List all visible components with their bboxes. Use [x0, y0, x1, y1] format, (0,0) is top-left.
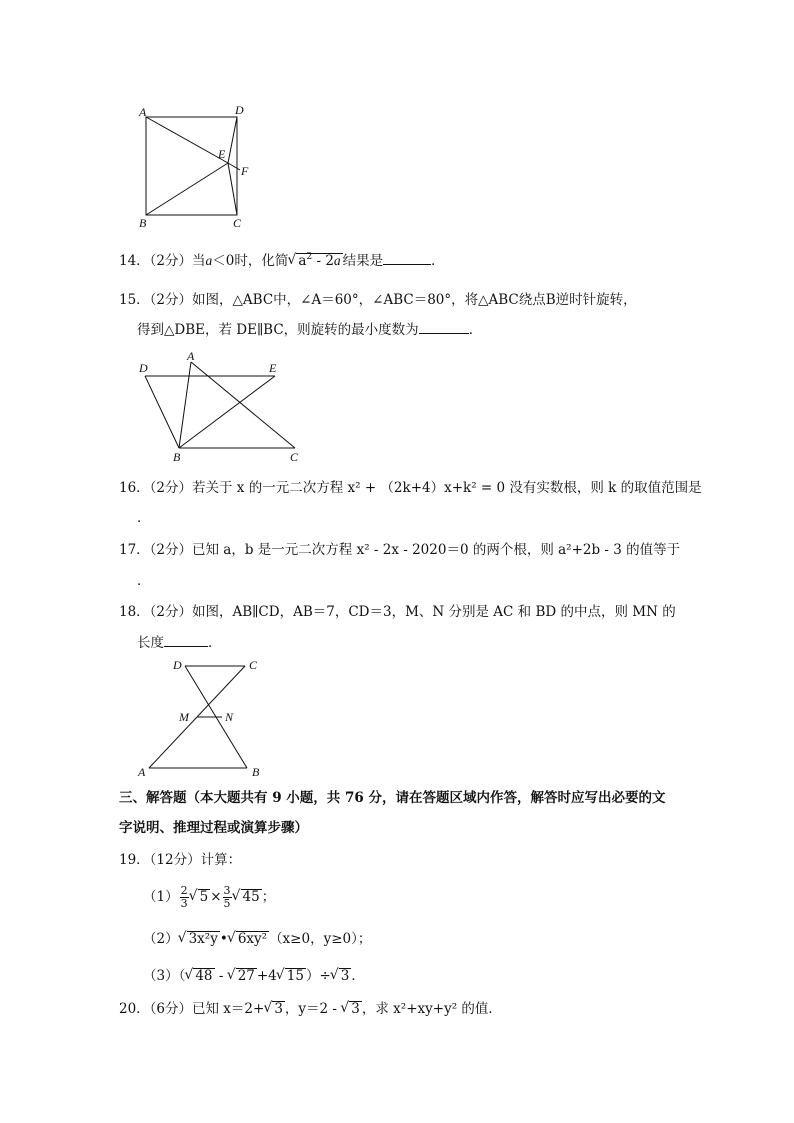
q19-p3-root3: √ 15 [285, 968, 306, 983]
segment-be [146, 163, 228, 215]
label-e: E [218, 147, 226, 161]
q19-p3-root1: √ 48 [193, 968, 214, 983]
q19-p2-dot: • [219, 931, 228, 947]
section-3-heading-line2: 字说明、推理过程或演算步骤） [119, 820, 308, 836]
segment-ac [191, 362, 295, 448]
question-15-line2 [137, 320, 482, 340]
q14-var: a [205, 253, 213, 268]
q18-end: ． [208, 635, 222, 651]
question-15-line1: 15．（2分）如图，△ABC中，∠A＝60°，∠ABC＝80°，将△ABC绕点B逆时针旋转， [119, 292, 637, 308]
segment-ae [146, 117, 228, 163]
q19-part1 [143, 885, 275, 910]
q13-figure [135, 100, 265, 235]
q14-cond: ＜0时，化简 [212, 253, 289, 269]
question-17-line2: ． [137, 573, 151, 589]
label-b: B [173, 450, 181, 464]
segment-be [179, 376, 275, 448]
q19-p2-cond: （x≥0，y≥0）； [269, 931, 372, 947]
label-m: M [179, 710, 189, 724]
q20-post: ，求 x²+xy+y² 的值． [361, 1001, 502, 1017]
q19-p3-plus: +4 [256, 968, 277, 984]
label-n: N [225, 710, 234, 724]
segment-db [145, 376, 179, 448]
frac2-num: 3 [223, 884, 231, 897]
question-16-line1: 16．（2分）若关于 x 的一元二次方程 x² + （2k+4）x+k² = 0 没有实数根，则 k 的取值范围是 [119, 480, 702, 496]
q18-line2-text: 长度 [137, 635, 164, 651]
question-19-title: 19．（12分）计算： [119, 852, 242, 868]
q19-p1-times: × [210, 889, 222, 905]
q20-root1: √ 3 [272, 1001, 285, 1016]
question-20 [119, 999, 502, 1019]
q18-figure [135, 654, 270, 782]
q14-radical [296, 253, 342, 268]
frac2-den: 5 [223, 897, 231, 910]
label-e: E [269, 361, 277, 375]
label-b: B [252, 765, 260, 779]
q14-exp: 2 [306, 252, 313, 262]
q14-post: 结果是 [342, 253, 384, 269]
segment-ec [228, 163, 237, 215]
q19-part2 [143, 929, 371, 949]
q14-end: ． [431, 253, 445, 269]
q14-var2: a [333, 253, 341, 268]
q19-p1-end: ； [261, 889, 276, 905]
q19-p3-open: （ [178, 968, 186, 984]
q18-answer-blank[interactable] [164, 634, 208, 647]
q19-p3-minus: - [214, 968, 228, 984]
question-18-line2 [137, 633, 222, 653]
q19-p2-root1: √ 3x²y [187, 931, 220, 946]
q15-end: ． [468, 322, 483, 338]
q15-answer-blank[interactable] [419, 321, 469, 334]
q19-p1-label: （1） [143, 889, 179, 905]
segment-ef [228, 163, 240, 170]
q19-p1-frac2 [223, 885, 232, 910]
q20-pre: 20．（6分）已知 x＝2+ [119, 1001, 265, 1017]
label-c: C [233, 216, 242, 230]
label-d: D [139, 361, 148, 375]
section-3-heading-line1: 三、解答题（本大题共有 9 小题，共 76 分，请在答题区域内作答，解答时应写出必要的文 [119, 790, 666, 806]
q15-figure [135, 348, 310, 466]
q19-p1-root2: √ 45 [241, 889, 262, 904]
label-b: B [139, 216, 147, 230]
label-d: D [173, 658, 182, 672]
q19-p3-root2: √ 27 [236, 968, 257, 983]
q20-mid: ，y＝2 - [284, 1001, 342, 1017]
frac1-den: 3 [180, 897, 188, 910]
label-a: A [138, 765, 146, 779]
q14-tail: - 2 [312, 253, 334, 269]
q14-radicand: a [298, 253, 307, 269]
q19-p2-root2: √ 6xy² [236, 931, 269, 946]
q19-part3 [143, 966, 365, 986]
q14-number: 14．（2分） [119, 253, 193, 269]
label-c: C [290, 450, 299, 464]
label-c: C [249, 658, 258, 672]
segment-ba [179, 362, 191, 448]
q19-p3-end: ． [351, 968, 365, 984]
label-a: A [139, 105, 147, 119]
q15-line2-text: 得到△DBE，若 DE∥BC，则旋转的最小度数为 [137, 322, 419, 338]
question-14 [119, 251, 445, 271]
q19-p1-frac1 [180, 885, 189, 910]
question-16-line2: ． [137, 510, 151, 526]
label-a: A [187, 349, 195, 363]
q19-p3-label: （3） [143, 968, 179, 984]
segment-de [228, 117, 237, 163]
question-17-line1: 17．（2分）已知 a，b 是一元二次方程 x² - 2x - 2020＝0 的两个根，则 a²+2b - 3 的值等于 [119, 542, 681, 558]
q14-text: 当 [192, 253, 206, 269]
q20-root2: √ 3 [349, 1001, 362, 1016]
label-f: F [241, 164, 249, 178]
q14-answer-blank[interactable] [383, 252, 431, 265]
q19-p3-close: ）÷ [305, 968, 331, 984]
q19-p1-root1: √ 5 [198, 889, 211, 904]
frac1-num: 2 [180, 884, 188, 897]
q19-p3-root4: √ 3 [339, 968, 352, 983]
label-d: D [235, 103, 244, 117]
q19-p2-label: （2） [143, 931, 179, 947]
question-18-line1: 18．（2分）如图，AB∥CD，AB＝7，CD＝3，M、N 分别是 AC 和 BD 的中点，则 MN 的 [119, 604, 676, 620]
